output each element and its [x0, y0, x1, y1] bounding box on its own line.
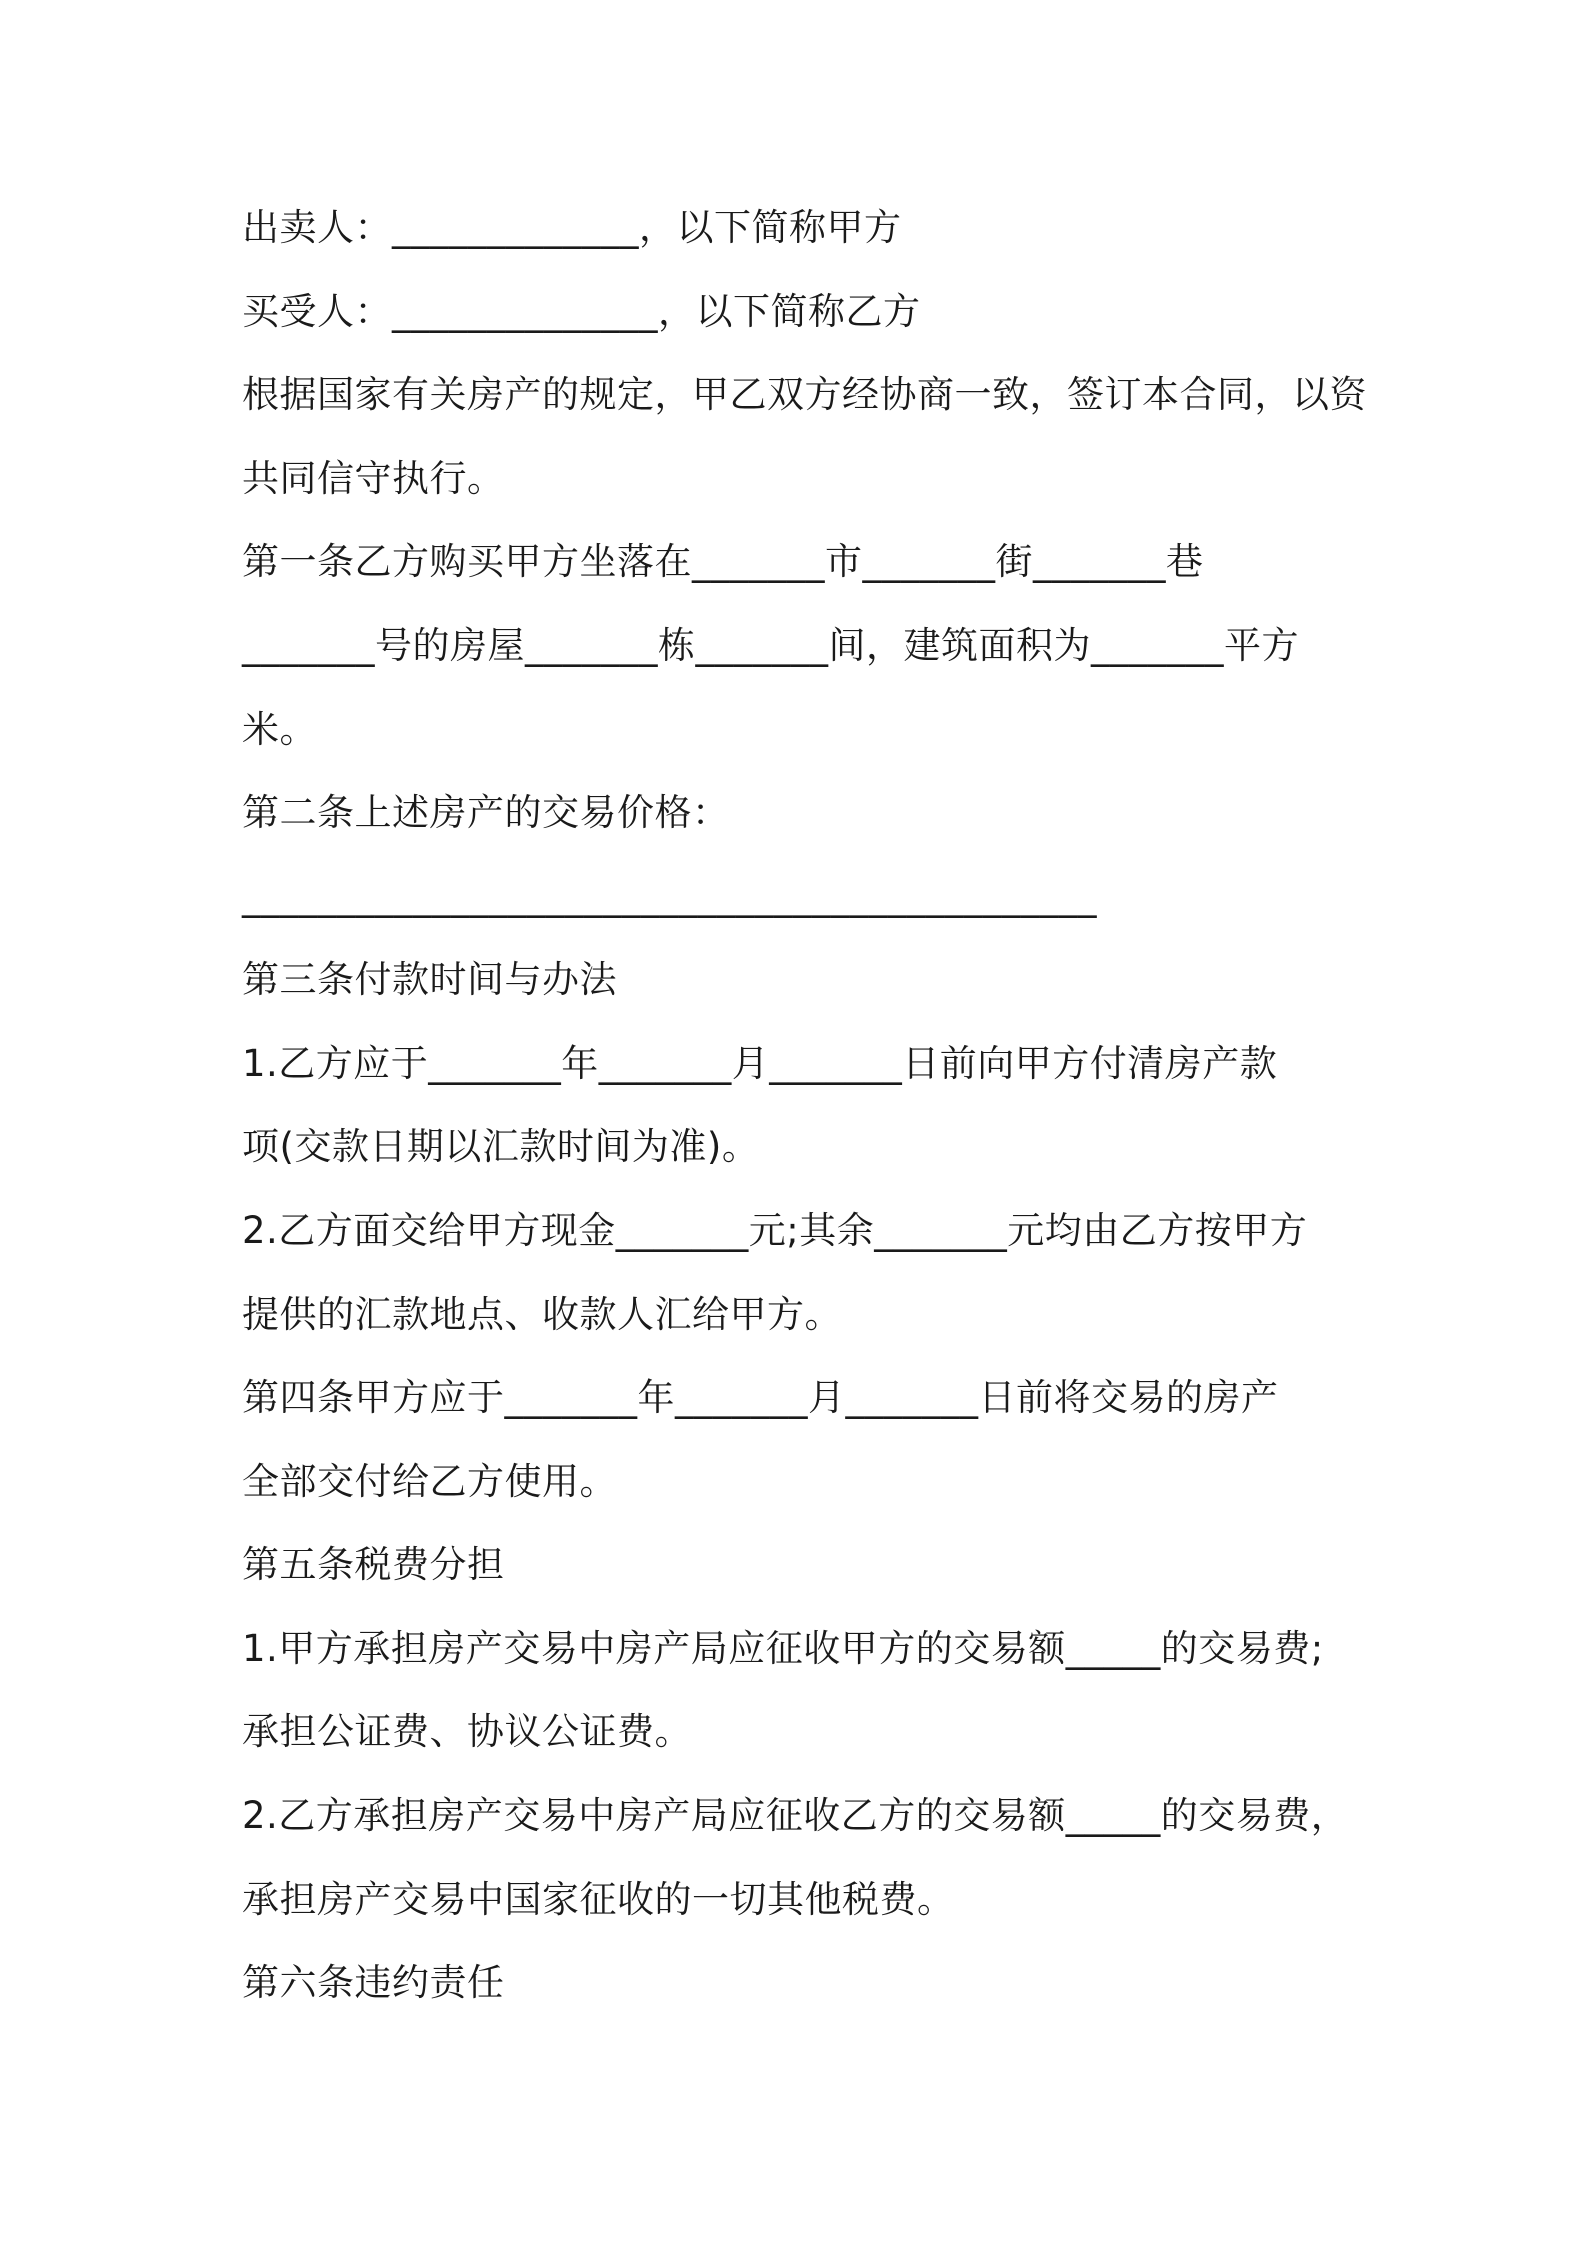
article-3-item-2-line-2: 提供的汇款地点、收款人汇给甲方。 — [242, 1293, 842, 1336]
article-5-item-1-line-1: 1.甲方承担房产交易中房产局应征收甲方的交易额_____的交易费; — [242, 1627, 1324, 1670]
article-3-heading: 第三条付款时间与办法 — [242, 958, 617, 1001]
article-6-heading: 第六条违约责任 — [242, 1961, 505, 2004]
article-4-line-1: 第四条甲方应于_______年_______月_______日前将交易的房产 — [242, 1376, 1279, 1419]
preamble-line-2: 共同信守执行。 — [242, 457, 505, 500]
article-3-item-2-line-1: 2.乙方面交给甲方现金_______元;其余_______元均由乙方按甲方 — [242, 1209, 1308, 1252]
buyer-line: 买受人：______________，以下简称乙方 — [242, 290, 921, 333]
article-3-item-1-line-2: 项(交款日期以汇款时间为准)。 — [242, 1125, 760, 1168]
article-5-heading: 第五条税费分担 — [242, 1543, 505, 1586]
article-3-item-1-line-1: 1.乙方应于_______年_______月_______日前向甲方付清房产款 — [242, 1042, 1278, 1085]
article-1-line-2: _______号的房屋_______栋_______间，建筑面积为_______平方 — [242, 624, 1299, 667]
seller-line: 出卖人：_____________，以下简称甲方 — [242, 206, 902, 249]
article-5-item-2-line-1: 2.乙方承担房产交易中房产局应征收乙方的交易额_____的交易费， — [242, 1794, 1349, 1837]
article-5-item-1-line-2: 承担公证费、协议公证费。 — [242, 1710, 692, 1753]
article-4-line-2: 全部交付给乙方使用。 — [242, 1460, 617, 1503]
article-1-line-3: 米。 — [242, 708, 317, 751]
preamble-line-1: 根据国家有关房产的规定，甲乙双方经协商一致，签订本合同，以资 — [242, 373, 1367, 416]
article-1-line-1: 第一条乙方购买甲方坐落在_______市_______街_______巷 — [242, 540, 1204, 583]
article-5-item-2-line-2: 承担房产交易中国家征收的一切其他税费。 — [242, 1878, 955, 1921]
price-blank-line: _____________________________________________ — [242, 875, 1097, 918]
article-2-heading: 第二条上述房产的交易价格： — [242, 791, 730, 834]
